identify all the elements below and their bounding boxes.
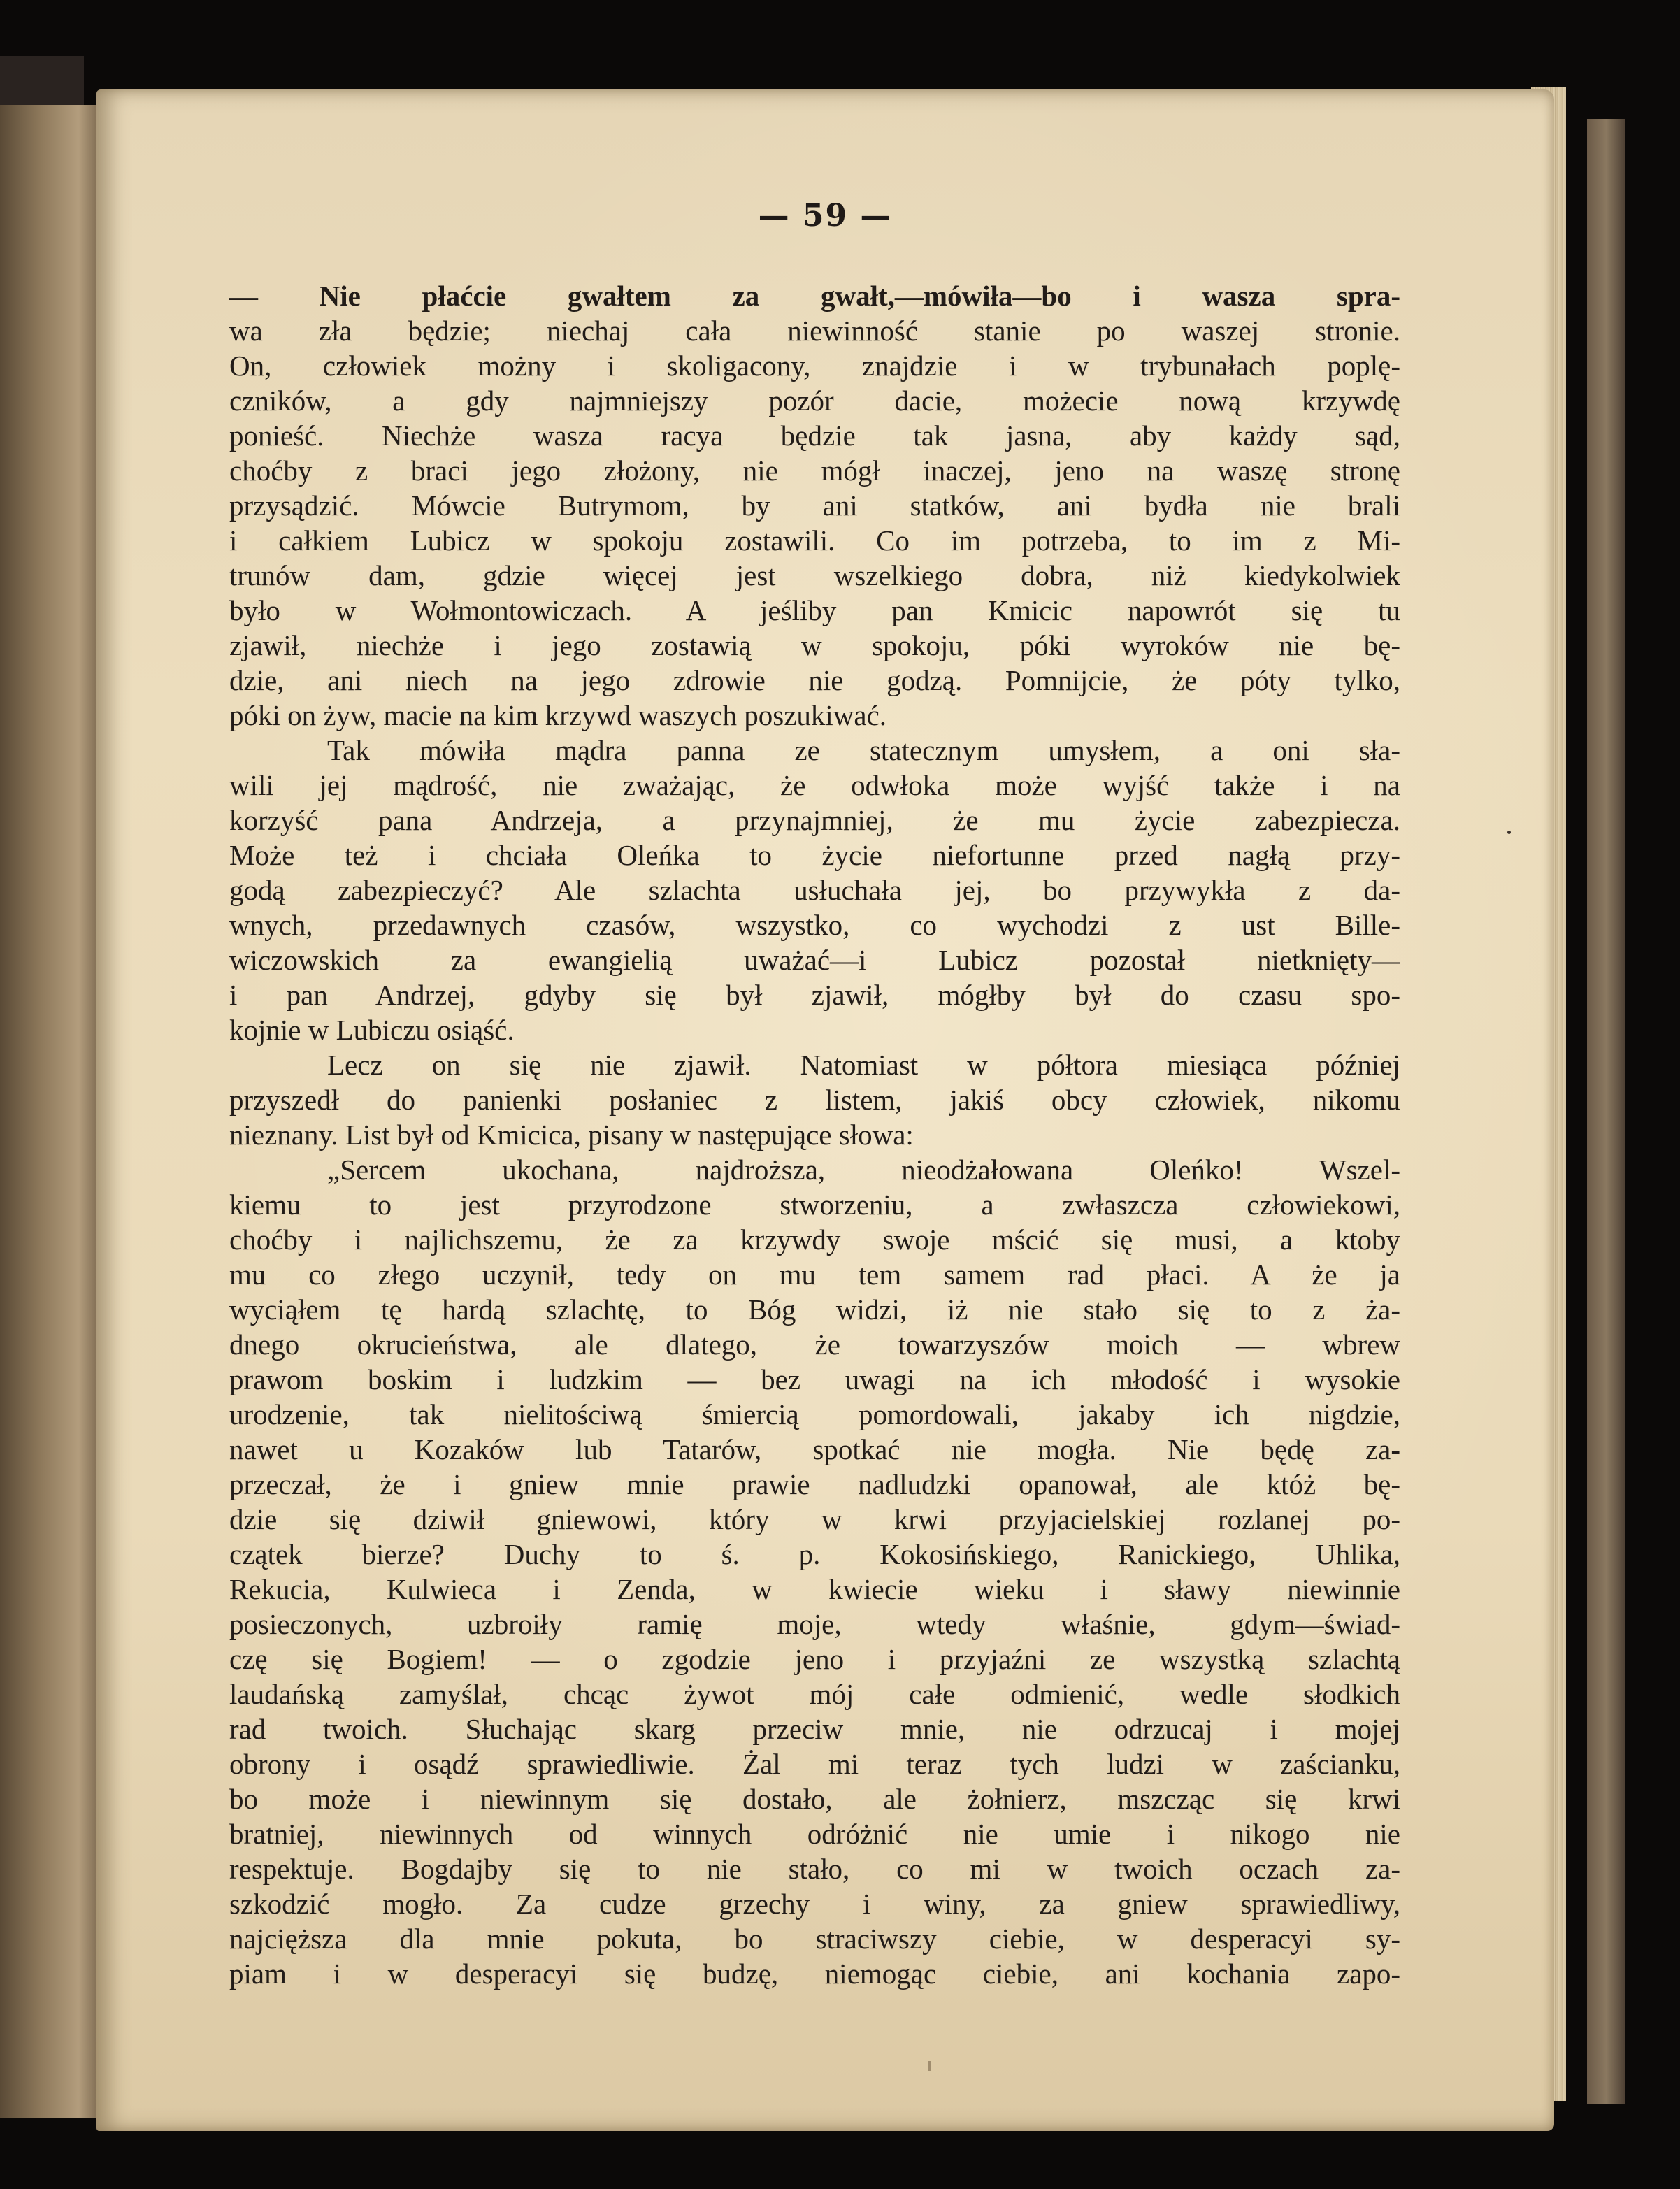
text-line: Tak mówiła mądra panna ze statecznym umysłem, a oni sła- xyxy=(327,734,1400,766)
text-line: i całkiem Lubicz w spokoju zostawili. Co im potrzeba, to im z Mi- xyxy=(229,524,1400,557)
text-line: respektuje. Bogdajby się to nie stało, co mi w twoich oczach za- xyxy=(229,1853,1400,1885)
text-line: i pan Andrzej, gdyby się był zjawił, mógłby był do czasu spo- xyxy=(229,979,1400,1011)
text-line: wa zła będzie; niechaj cała niewinność stanie po waszej stronie. xyxy=(229,315,1400,347)
text-line: korzyść pana Andrzeja, a przynajmniej, że mu życie zabezpiecza. xyxy=(229,804,1400,836)
text-line: posieczonych, uzbroiły ramię moje, wtedy właśnie, gdym—świad- xyxy=(229,1608,1400,1640)
text-line: dnego okrucieństwa, ale dlatego, że towarzyszów moich — wbrew xyxy=(229,1328,1400,1361)
text-line: prawom boskim i ludzkim — bez uwagi na ich młodość i wysokie xyxy=(229,1363,1400,1395)
left-page-edge xyxy=(0,105,105,2118)
text-line: kojnie w Lubiczu osiąść. xyxy=(229,1014,515,1046)
text-line: póki on żyw, macie na kim krzywd waszych poszukiwać. xyxy=(229,699,887,731)
page-number: — 59 — xyxy=(758,198,893,234)
text-line: choćby i najlichszemu, że za krzywdy swoje mścić się musi, a ktoby xyxy=(229,1223,1400,1256)
text-line: szkodzić mogło. Za cudze grzechy i winy, za gniew sprawiedliwy, xyxy=(229,1888,1400,1920)
text-line: bratniej, niewinnych od winnych odróżnić nie umie i nikogo nie xyxy=(229,1818,1400,1850)
text-line: laudańską zamyślał, chcąc żywot mój całe odmienić, wedle słodkich xyxy=(229,1678,1400,1710)
text-line: rad twoich. Słuchając skarg przeciw mnie, nie odrzucaj i mojej xyxy=(229,1713,1400,1745)
text-line: dzie się dziwił gniewowi, który w krwi przyjacielskiej rozlanej po- xyxy=(229,1503,1400,1535)
text-line: czników, a gdy najmniejszy pozór dacie, możecie nową krzywdę xyxy=(229,385,1400,417)
text-line: nawet u Kozaków lub Tatarów, spotkać nie mogła. Nie będę za- xyxy=(229,1433,1400,1465)
left-page-shadow xyxy=(0,56,84,105)
text-line: kiemu to jest przyrodzone stworzeniu, a zwłaszcza człowiekowi, xyxy=(229,1189,1400,1221)
text-line: dzie, ani niech na jego zdrowie nie godzą. Pomnijcie, że póty tylko, xyxy=(229,664,1400,696)
text-line: Lecz on się nie zjawił. Natomiast w półtora miesiąca później xyxy=(327,1049,1400,1081)
text-line: wnych, przedawnych czasów, wszystko, co wychodzi z ust Bille- xyxy=(229,909,1400,941)
text-line: najcięższa dla mnie pokuta, bo straciwszy ciebie, w desperacyi sy- xyxy=(229,1923,1400,1955)
text-line: przyszedł do panienki posłaniec z listem, jakiś obcy człowiek, nikomu xyxy=(229,1084,1400,1116)
text-line: było w Wołmontowiczach. A jeśliby pan Kmicic napowrót się tu xyxy=(229,594,1400,626)
ink-speck xyxy=(1507,831,1511,834)
text-line: „Sercem ukochana, najdroższa, nieodżałowana Oleńko! Wszel- xyxy=(327,1154,1400,1186)
text-line: wili jej mądrość, nie zważając, że odwłoka może wyjść także i na xyxy=(229,769,1400,801)
text-line: godą zabezpieczyć? Ale szlachta usłuchała jej, bo przywykła z da- xyxy=(229,874,1400,906)
book-cover-edge xyxy=(1587,119,1625,2104)
text-line: nieznany. List był od Kmicica, pisany w następujące słowa: xyxy=(229,1119,914,1151)
text-line: ponieść. Niechże wasza racya będzie tak jasna, aby każdy sąd, xyxy=(229,419,1400,452)
text-line: choćby z braci jego złożony, nie mógł inaczej, jeno na waszę stronę xyxy=(229,454,1400,487)
text-line: — Nie płaćcie gwałtem za gwałt,—mówiła—bo i wasza spra- xyxy=(229,280,1400,312)
text-line: Może też i chciała Oleńka to życie niefortunne przed nagłą przy- xyxy=(229,839,1400,871)
text-line: wiczowskich za ewangielią uważać—i Lubicz pozostał nietknięty— xyxy=(229,944,1400,976)
paper-mark xyxy=(928,2061,931,2071)
text-line: przysądzić. Mówcie Butrymom, by ani statków, ani bydła nie brali xyxy=(229,489,1400,522)
text-line: urodzenie, tak nielitościwą śmiercią pomordowali, jakaby ich nigdzie, xyxy=(229,1398,1400,1430)
text-line: mu co złego uczynił, tedy on mu tem samem rad płaci. A że ja xyxy=(229,1258,1400,1291)
text-line: czę się Bogiem! — o zgodzie jeno i przyjaźni ze wszystką szlachtą xyxy=(229,1643,1400,1675)
text-line: obrony i osądź sprawiedliwie. Żal mi teraz tych ludzi w zaścianku, xyxy=(229,1748,1400,1780)
text-line: przeczał, że i gniew mnie prawie nadludzki opanował, ale któż bę- xyxy=(229,1468,1400,1500)
text-line: zjawił, niechże i jego zostawią w spokoju, póki wyroków nie bę- xyxy=(229,629,1400,661)
text-line: wyciąłem tę hardą szlachtę, to Bóg widzi, iż nie stało się to z ża- xyxy=(229,1293,1400,1326)
text-line: piam i w desperacyi się budzę, niemogąc ciebie, ani kochania zapo- xyxy=(229,1958,1400,1990)
text-line: czątek bierze? Duchy to ś. p. Kokosińskiego, Ranickiego, Uhlika, xyxy=(229,1538,1400,1570)
page-text xyxy=(229,278,1400,1991)
text-line: Rekucia, Kulwieca i Zenda, w kwiecie wieku i sławy niewinnie xyxy=(229,1573,1400,1605)
text-line: trunów dam, gdzie więcej jest wszelkiego dobra, niż kiedykolwiek xyxy=(229,559,1400,591)
text-line: bo może i niewinnym się dostało, ale żołnierz, mszcząc się krwi xyxy=(229,1783,1400,1815)
text-line: On, człowiek możny i skoligacony, znajdzie i w trybunałach poplę- xyxy=(229,350,1400,382)
book-page xyxy=(96,89,1554,2131)
